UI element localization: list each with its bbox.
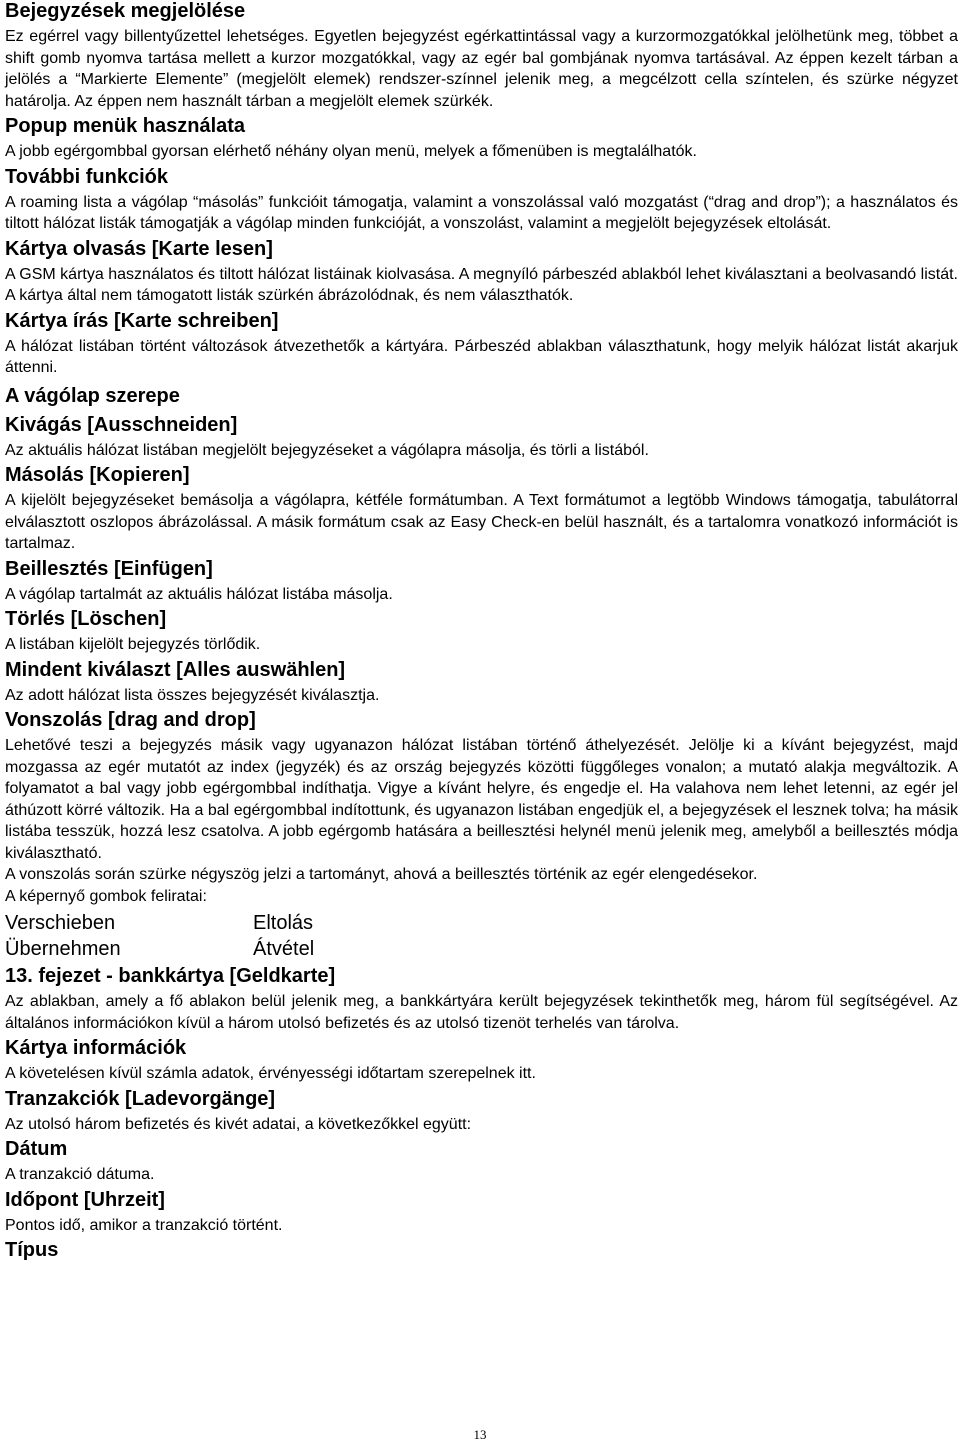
heading-marking: Bejegyzések megjelölése — [5, 0, 246, 22]
heading-cut: Kivágás [Ausschneiden] — [5, 413, 238, 436]
heading-card-write: Kártya írás [Karte schreiben] — [5, 309, 279, 332]
heading-paste: Beillesztés [Einfügen] — [5, 557, 213, 580]
button-label-de: Verschieben — [5, 912, 116, 934]
paragraph-drag-3: A képernyő gombok feliratai: — [5, 887, 207, 905]
heading-type: Típus — [5, 1239, 59, 1261]
document-page — [5, 0, 958, 1265]
paragraph-card-read: A GSM kártya használatos és tiltott hálózat listáinak kiolvasása. A megnyíló párbeszéd ablakból lehet kiválasztani a beolvasandó listát. A kártya által nem támogatott listák szürkén ábrázolódnak, és nem választhatók. — [5, 265, 958, 304]
heading-popup: Popup menük használata — [5, 115, 246, 137]
paragraph-cut: Az aktuális hálózat listában megjelölt bejegyzéseket a vágólapra másolja, és törli a listából. — [5, 441, 649, 459]
heading-select-all: Mindent kiválaszt [Alles auswählen] — [5, 658, 346, 681]
paragraph-drag-1: Lehetővé teszi a bejegyzés másik vagy ugyanazon hálózat listában történő áthelyezését. Jelölje ki a kívánt bejegyzést, majd mozgassa az egér mutatót az index (jegyzék) és az ország bejegyzés közötti függőleges vonalon; a mutató alakja megváltozik. A folyamatot a bal vagy jobb egérgombbal indíthatja. Vigye a kívánt helyre, és engedje el. Ha valahova nem lehet letenni, az egér jel áthúzott körré változik. Ha a bal egérgombbal indítottunk, és ugyanazon listában engedjük el, a bejegyzések el lesznek tolva; ha másik listába tesszük, hozzá lesz csatolva. A jobb egérgomb hatására a beillesztési helynél menü jelenik meg, amelyből a beillesztés módja kiválasztható. — [5, 737, 958, 862]
heading-card-info: Kártya információk — [5, 1037, 187, 1059]
paragraph-drag-2: A vonszolás során szürke négyszög jelzi a tartományt, ahová a beillesztés történik az egér elengedésekor. — [5, 866, 758, 883]
button-label-de: Übernehmen — [5, 938, 121, 960]
button-label-hu: Eltolás — [253, 912, 314, 934]
page-number: 13 — [473, 1427, 487, 1442]
heading-more-functions: További funkciók — [5, 165, 168, 188]
heading-date: Dátum — [5, 1138, 68, 1160]
paragraph-marking: Ez egérrel vagy billentyűzettel lehetséges. Egyetlen bejegyzést egérkattintással vagy a kurzormozgatókkal jelölhetünk meg, többet a shift gomb nyomva tartása mellett a kurzor mozgatókkal, vagy az egér bal gombjának nyomva tartásával. Az éppen kezelt tárban a jelölés a “Markierte Elemente” (megjelölt elemek) rendszer-színnel jelenik meg, a megcélzott cella színtelen, és szürke négyzet határolja. Az éppen nem használt tárban a megjelölt elemek szürkék. — [5, 28, 958, 110]
paragraph-paste: A vágólap tartalmát az aktuális hálózat listába másolja. — [5, 585, 393, 603]
paragraph-more-functions: A roaming lista a vágólap “másolás” funkcióit támogatja, valamint a vonszolással való mozgatást (“drag and drop”); a használatos és tiltott hálózat listák támogatják a vágólap minden funkcióját, a vonszolást, valamint a megjelölt bejegyzések eltolását. — [5, 193, 958, 232]
paragraph-chapter-13: Az ablakban, amely a fő ablakon belül jelenik meg, a bankkártyára került bejegyzések tekinthetők meg, három fül segítségével. Az általános információkon kívül a három utolsó befizetés és az utolsó tizenöt terhelés van tárolva. — [5, 993, 958, 1032]
paragraph-card-write: A hálózat listában történt változások átvezethetők a kártyára. Párbeszéd ablakban választhatunk, hogy melyik hálózat listát akarjuk áttenni. — [5, 337, 958, 376]
heading-drag: Vonszolás [drag and drop] — [5, 709, 256, 731]
button-label-table — [5, 910, 958, 962]
heading-card-read: Kártya olvasás [Karte lesen] — [5, 237, 273, 260]
paragraph-card-info: A követelésen kívül számla adatok, érvényességi időtartam szerepelnek itt. — [5, 1065, 536, 1082]
heading-clipboard: A vágólap szerepe — [5, 384, 180, 407]
heading-time: Időpont [Uhrzeit] — [5, 1188, 165, 1211]
paragraph-select-all: Az adott hálózat lista összes bejegyzését kiválasztja. — [5, 686, 380, 704]
heading-copy: Másolás [Kopieren] — [5, 464, 190, 486]
paragraph-date: A tranzakció dátuma. — [5, 1166, 155, 1183]
heading-chapter-13: 13. fejezet - bankkártya [Geldkarte] — [5, 965, 336, 987]
heading-transactions: Tranzakciók [Ladevorgänge] — [5, 1087, 276, 1110]
paragraph-delete: A listában kijelölt bejegyzés törlődik. — [5, 636, 261, 653]
paragraph-transactions: Az utolsó három befizetés és kivét adatai, a következőkkel együtt: — [5, 1115, 472, 1133]
paragraph-time: Pontos idő, amikor a tranzakció történt. — [5, 1216, 283, 1234]
paragraph-popup: A jobb egérgombbal gyorsan elérhető néhány olyan menü, melyek a főmenüben is megtalálhatók. — [5, 143, 697, 160]
heading-delete: Törlés [Löschen] — [5, 608, 167, 630]
paragraph-copy: A kijelölt bejegyzéseket bemásolja a vágólapra, kétféle formátumban. A Text formátumot a legtöbb Windows támogatja, tabulátorral elválasztott oszlopos ábrázolással. A másik formátum csak az Easy Check-en belül használt, és a tartalomra vonatkozó információt is tartalmaz. — [5, 492, 958, 552]
button-label-hu: Átvétel — [253, 938, 315, 960]
